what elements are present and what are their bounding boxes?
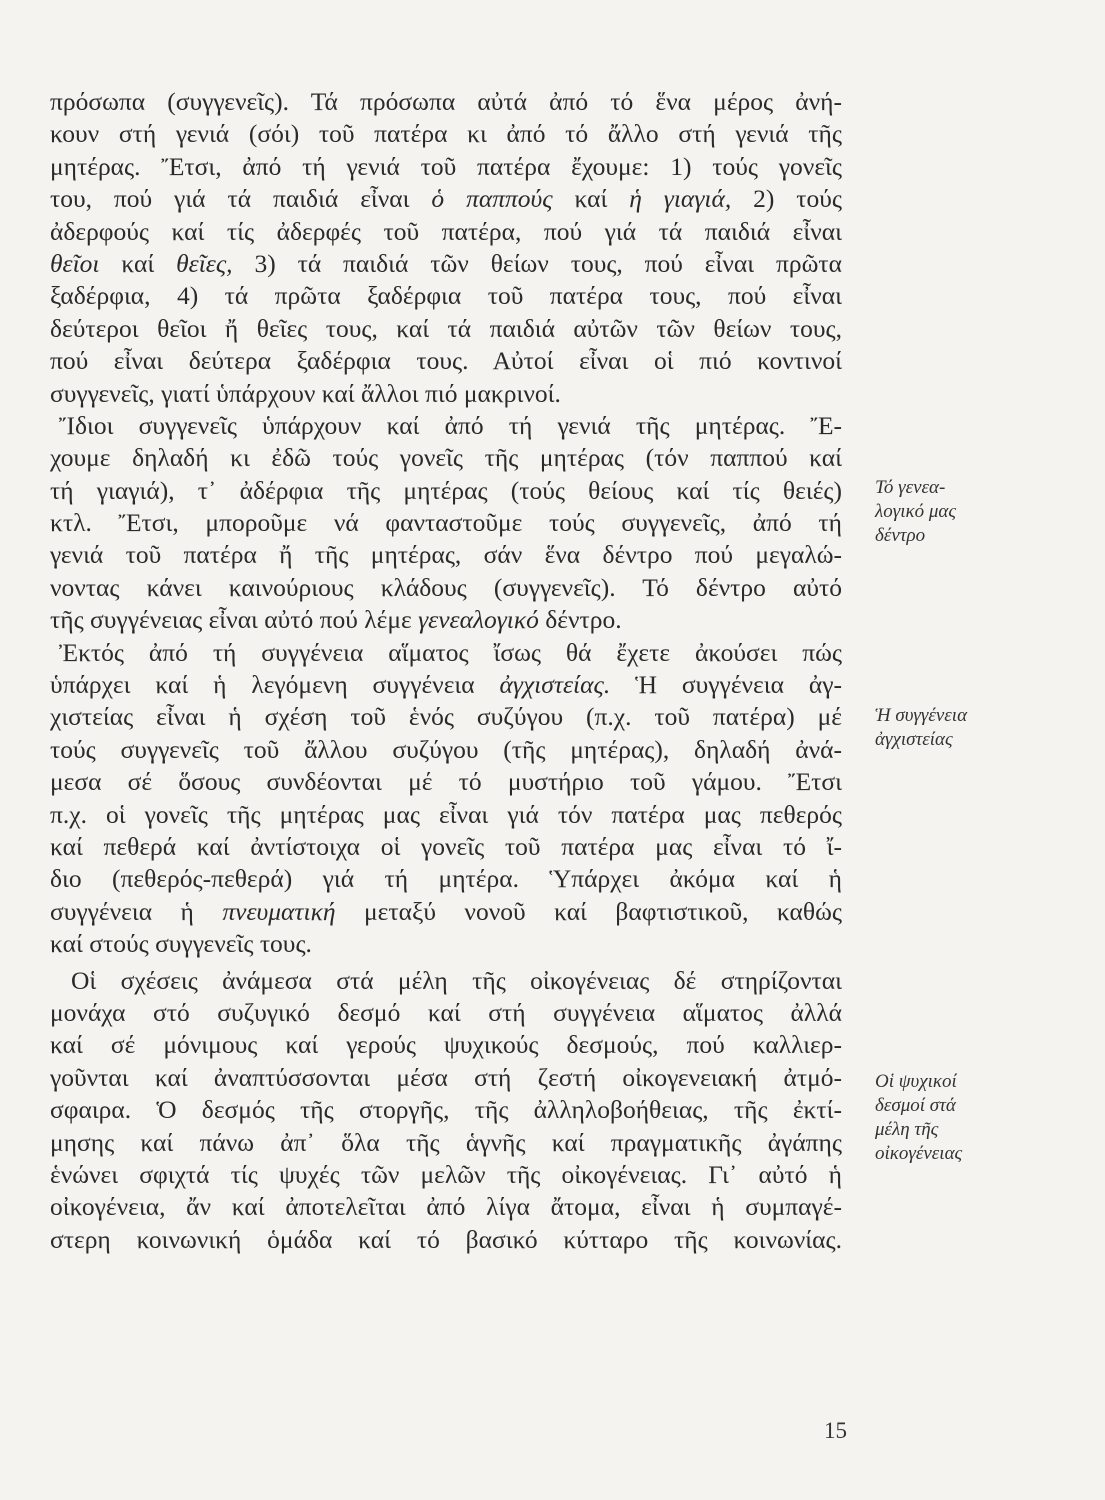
text-line: π.χ. οἱ γονεῖς τῆς μητέρας μας εἶναι γιά τόν πατέρα μας πεθερός [50, 799, 842, 829]
margin-note-affinity [875, 704, 1095, 752]
margin-note-spiritual-bonds [875, 1070, 1095, 1166]
text-line: τῆς συγγένειας εἶναι αὐτό πού λέμε γενεαλογικό δέντρο. [50, 605, 622, 635]
text-line: Ἴδιοι συγγενεῖς ὑπάρχουν καί ἀπό τή γενιά τῆς μητέρας. Ἔ- [59, 410, 842, 440]
text-line: γενιά τοῦ πατέρα ἤ τῆς μητέρας, σάν ἕνα δέντρο πού μεγαλώ- [50, 540, 842, 570]
text-line: συγγενεῖς, γιατί ὑπάρχουν καί ἄλλοι πιό μακρινοί. [50, 378, 561, 408]
text-line: καί σέ μόνιμους καί γερούς ψυχικούς δεσμούς, πού καλλιερ- [50, 1030, 842, 1060]
main-text [50, 86, 842, 1256]
text-line: συγγένεια ἡ πνευματική μεταξύ νονοῦ καί βαφτιστικοῦ, καθώς [50, 896, 842, 926]
text-line: Ἐκτός ἀπό τή συγγένεια αἵματος ἴσως θά ἔχετε ἀκούσει πώς [59, 637, 842, 667]
text-line: καί πεθερά καί ἀντίστοιχα οἱ γονεῖς τοῦ πατέρα μας εἶναι τό ἴ- [50, 831, 842, 861]
margin-note-line: Ἡ συγγένεια [875, 705, 968, 726]
margin-note-line: λογικό μας [875, 501, 957, 522]
text-line: ξαδέρφια, 4) τά πρῶτα ξαδέρφια τοῦ πατέρα τους, πού εἶναι [50, 281, 842, 311]
margin-note-line: Τό γενεα- [875, 477, 946, 498]
text-line: πού εἶναι δεύτερα ξαδέρφια τους. Αὐτοί εἶναι οἱ πιό κοντινοί [50, 346, 842, 376]
page-number: 15 [824, 1418, 847, 1443]
text-line: τούς συγγενεῖς τοῦ ἄλλου συζύγου (τῆς μητέρας), δηλαδή ἀνά- [50, 734, 842, 764]
text-line: μονάχα στό συζυγικό δεσμό καί στή συγγένεια αἵματος ἀλλά [50, 997, 842, 1027]
text-line: δεύτεροι θεῖοι ἤ θεῖες τους, καί τά παιδιά αὐτῶν τῶν θείων τους, [50, 313, 842, 343]
text-line: ἑνώνει σφιχτά τίς ψυχές τῶν μελῶν τῆς οἰκογένειας. Γι᾿ αὐτό ἡ [50, 1159, 842, 1189]
text-line: καί στούς συγγενεῖς τους. [50, 929, 312, 959]
text-line: μητέρας. Ἔτσι, ἀπό τή γενιά τοῦ πατέρα ἔχουμε: 1) τούς γονεῖς [50, 151, 842, 181]
text-line: ὑπάρχει καί ἡ λεγόμενη συγγένεια ἀγχιστείας. Ἡ συγγένεια ἀγ- [50, 670, 842, 700]
text-line: χουμε δηλαδή κι ἐδῶ τούς γονεῖς τῆς μητέρας (τόν παππού καί [50, 443, 842, 473]
text-line: Οἱ σχέσεις ἀνάμεσα στά μέλη τῆς οἰκογένειας δέ στηρίζονται [71, 965, 842, 995]
text-line: κτλ. Ἔτσι, μποροῦμε νά φανταστοῦμε τούς συγγενεῖς, ἀπό τή [50, 508, 842, 538]
text-line: διο (πεθερός-πεθερά) γιά τή μητέρα. Ὑπάρχει ἀκόμα καί ἡ [50, 864, 842, 894]
text-line: του, πού γιά τά παιδιά εἶναι ὁ παππούς καί ἡ γιαγιά, 2) τούς [50, 184, 842, 214]
text-line: τή γιαγιά), τ᾿ ἀδέρφια τῆς μητέρας (τούς θείους καί τίς θειές) [50, 475, 842, 505]
text-line: οἰκογένεια, ἄν καί ἀποτελεῖται ἀπό λίγα ἄτομα, εἶναι ἡ συμπαγέ- [50, 1192, 842, 1222]
text-line: κουν στή γενιά (σόι) τοῦ πατέρα κι ἀπό τό ἄλλο στή γενιά τῆς [50, 119, 842, 149]
text-line: μησης καί πάνω ἀπ᾿ ὅλα τῆς ἁγνῆς καί πραγματικῆς ἀγάπης [50, 1127, 842, 1157]
text-line: νοντας κάνει καινούριους κλάδους (συγγενεῖς). Τό δέντρο αὐτό [50, 572, 842, 602]
text-line: θεῖοι καί θεῖες, 3) τά παιδιά τῶν θείων τους, πού εἶναι πρῶτα [50, 248, 842, 278]
text-line: γοῦνται καί ἀναπτύσσονται μέσα στή ζεστή οἰκογενειακή ἀτμό- [50, 1062, 842, 1092]
margin-note-line: δεσμοί στά [875, 1095, 956, 1116]
margin-note-line: δέντρο [875, 525, 926, 546]
text-line: σφαιρα. Ὁ δεσμός τῆς στοργῆς, τῆς ἀλληλοβοήθειας, τῆς ἐκτί- [50, 1095, 842, 1125]
text-line: στερη κοινωνική ὁμάδα καί τό βασικό κύτταρο τῆς κοινωνίας. [50, 1224, 842, 1254]
text-line: ἀδερφούς καί τίς ἀδερφές τοῦ πατέρα, πού γιά τά παιδιά εἶναι [50, 216, 842, 246]
margin-note-line: οἰκογένειας [875, 1143, 963, 1164]
text-line: χιστείας εἶναι ἡ σχέση τοῦ ἑνός συζύγου (π.χ. τοῦ πατέρα) μέ [50, 702, 842, 732]
text-line: μεσα σέ ὅσους συνδέονται μέ τό μυστήριο τοῦ γάμου. Ἔτσι [50, 767, 842, 797]
margin-note-line: ἀγχιστείας [875, 729, 953, 750]
margin-note-genealogy [875, 476, 1095, 548]
margin-note-line: Οἱ ψυχικοί [875, 1071, 957, 1092]
margin-note-line: μέλη τῆς [875, 1119, 939, 1140]
text-line: πρόσωπα (συγγενεῖς). Τά πρόσωπα αὐτά ἀπό τό ἕνα μέρος ἀνή- [50, 87, 842, 116]
